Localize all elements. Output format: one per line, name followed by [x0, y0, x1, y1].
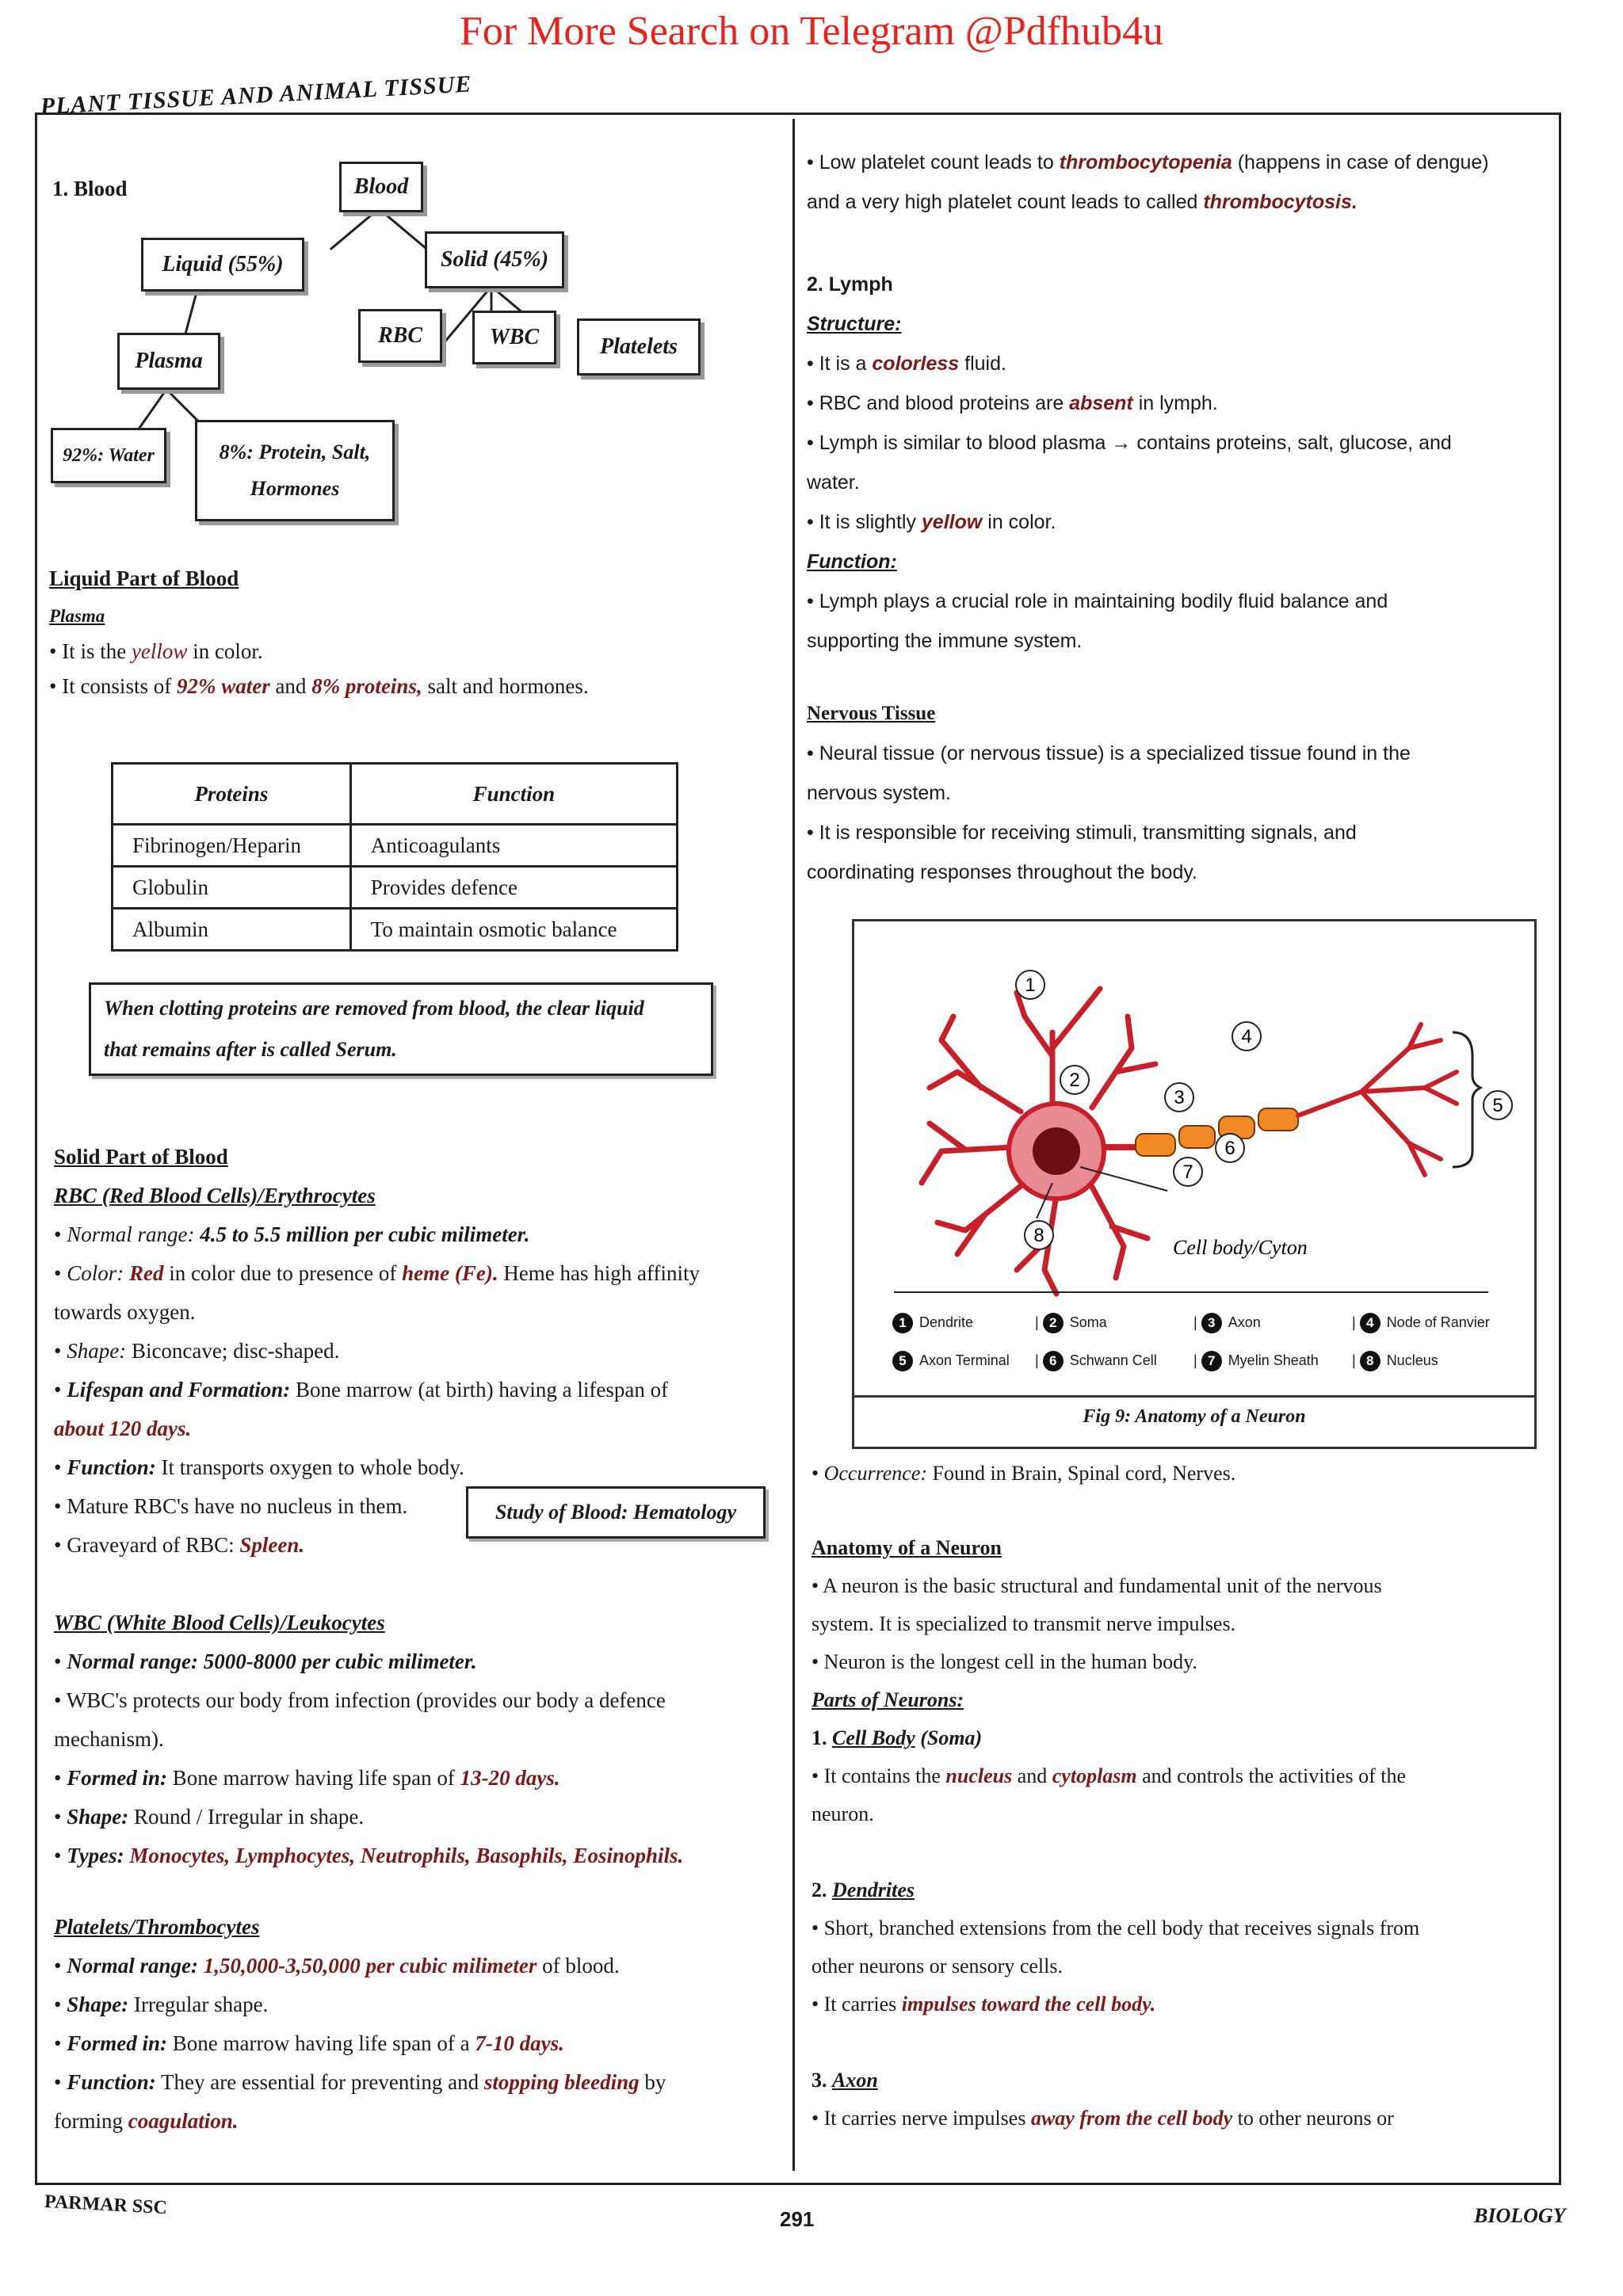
hematology-note: Study of Blood: Hematology: [466, 1486, 766, 1539]
plasma-proteins-table: [111, 762, 678, 952]
figure-caption: Fig 9: Anatomy of a Neuron: [1083, 1406, 1306, 1427]
cell-body-label: Cell body/Cyton: [1173, 1236, 1308, 1259]
legend-item: 1 Dendrite: [892, 1303, 1035, 1341]
svg-text:7: 7: [1182, 1161, 1193, 1183]
serum-note: When clotting proteins are removed from blood, the clear liquid that remains after is called Serum.: [89, 982, 713, 1076]
svg-text:2: 2: [1069, 1070, 1080, 1091]
figure-legend: [892, 1303, 1495, 1379]
legend-item: | 3 Axon: [1193, 1303, 1352, 1341]
section-blood-heading: 1. Blood: [52, 177, 128, 200]
footer-subject: BIOLOGY: [1474, 2204, 1566, 2227]
tree-liquid: Liquid (55%): [141, 238, 304, 292]
tree-solid: Solid (45%): [425, 231, 564, 288]
svg-text:8: 8: [1033, 1225, 1044, 1246]
svg-text:5: 5: [1492, 1095, 1503, 1116]
table-header: Function: [350, 764, 677, 825]
footer-publisher: PARMAR SSC: [44, 2191, 168, 2219]
wbc-section: WBC (White Blood Cells)/Leukocytes • Normal range: 5000-8000 per cubic milimeter. • WBC's protects our body from infection (provides our body a defence mechanism). • Formed in: Bone marrow having life span of 13-20 days. • Shape: Round / Irregular in shape. • Types: Monocytes, Lymphocytes, Neutrophils, Basophils, Eosinophils.: [54, 1611, 684, 1867]
tree-platelets: Platelets: [577, 318, 701, 376]
nucleus-shape: [1033, 1127, 1080, 1175]
plasma-section: Plasma • It is the yellow in color. • It consists of 92% water and 8% proteins, salt and hormones.: [49, 606, 589, 698]
tree-water: 92%: Water: [51, 428, 166, 483]
legend-item: 5 Axon Terminal: [892, 1341, 1035, 1379]
tree-protein-salt: 8%: Protein, Salt, Hormones: [195, 420, 395, 521]
svg-text:1: 1: [1025, 974, 1036, 996]
tree-plasma: Plasma: [117, 333, 220, 390]
anatomy-section: Anatomy of a Neuron • A neuron is the basic structural and fundamental unit of the nervous system. It is specialized to transmit nerve impulses. • Neuron is the longest cell in the human body. Parts of Neurons: 1. Cell Body (Soma) • It contains the nucleus and cytoplasm and controls the activities of the neuron. 2. Dendrites • Short, branched extensions from the cell body that receives signals from other neurons or sensory cells. • It carries impulses toward the cell body. 3. Axon • It carries nerve impulses away from the cell body to other neurons or: [812, 1536, 1420, 2130]
legend-item: | 7 Myelin Sheath: [1193, 1341, 1352, 1379]
table-row: Albumin To maintain osmotic balance: [113, 909, 678, 951]
lymph-section: 2. Lymph Structure: • It is a colorless fluid. • RBC and blood proteins are absent in lymph. • Lymph is similar to blood plasma → contains proteins, salt, glucose, and water. • It is slightly yellow in color. Function: • Lymph plays a crucial role in maintaining bodily fluid balance and supporting the immune system.: [807, 273, 1452, 652]
neuron-figure: [852, 919, 1537, 1449]
platelet-count-note: • Low platelet count leads to thrombocytopenia (happens in case of dengue) and a very high platelet count leads to called thrombocytosis.: [807, 151, 1489, 213]
table-row: Fibrinogen/Heparin Anticoagulants: [113, 825, 678, 867]
svg-text:4: 4: [1241, 1026, 1252, 1047]
legend-item: | 2 Soma: [1035, 1303, 1193, 1341]
solid-part-section: Solid Part of Blood RBC (Red Blood Cells)/Erythrocytes • Normal range: 4.5 to 5.5 million per cubic milimeter. • Color: Red in color due to presence of heme (Fe). Heme has high affinity towards oxygen. • Shape: Biconcave; disc-shaped. • Lifespan and Formation: Bone marrow (at birth) having a lifespan of about 120 days. • Function: It transports oxygen to whole body. • Mature RBC's have no nucleus in them. • Graveyard of RBC: Spleen.: [54, 1145, 701, 1557]
legend-item: | 6 Schwann Cell: [1035, 1341, 1193, 1379]
page-number: 291: [780, 2207, 815, 2231]
nervous-tissue-section: Nervous Tissue • Neural tissue (or nervous tissue) is a specialized tissue found in the nervous system. • It is responsible for receiving stimuli, transmitting signals, and coordinating responses throughout the body.: [807, 703, 1411, 883]
telegram-banner: For More Search on Telegram @Pdfhub4u: [459, 9, 1164, 54]
table-row: Globulin Provides defence: [113, 867, 678, 909]
platelets-section: Platelets/Thrombocytes • Normal range: 1,50,000-3,50,000 per cubic milimeter of blood. • Shape: Irregular shape. • Formed in: Bone marrow having life span of a 7-10 days. • Function: They are essential for preventing and stopping bleeding by forming coagulation.: [54, 1915, 666, 2133]
svg-text:3: 3: [1174, 1087, 1185, 1108]
axon-terminal: [1298, 1024, 1457, 1175]
legend-item: | 4 Node of Ranvier: [1352, 1303, 1490, 1341]
svg-text:6: 6: [1224, 1138, 1235, 1159]
legend-item: | 8 Nucleus: [1352, 1341, 1438, 1379]
tree-wbc: WBC: [472, 311, 556, 364]
table-header: Proteins: [113, 764, 351, 825]
chapter-title: PLANT TISSUE AND ANIMAL TISSUE: [40, 71, 473, 120]
neuron-illustration: [854, 921, 1534, 1325]
liquid-part-heading: Liquid Part of Blood: [49, 566, 239, 590]
occurrence-line: • Occurrence: Found in Brain, Spinal cord, Nerves.: [812, 1462, 1236, 1485]
tree-blood: Blood: [339, 162, 423, 212]
column-divider: [792, 119, 795, 2171]
tree-rbc: RBC: [358, 309, 442, 363]
